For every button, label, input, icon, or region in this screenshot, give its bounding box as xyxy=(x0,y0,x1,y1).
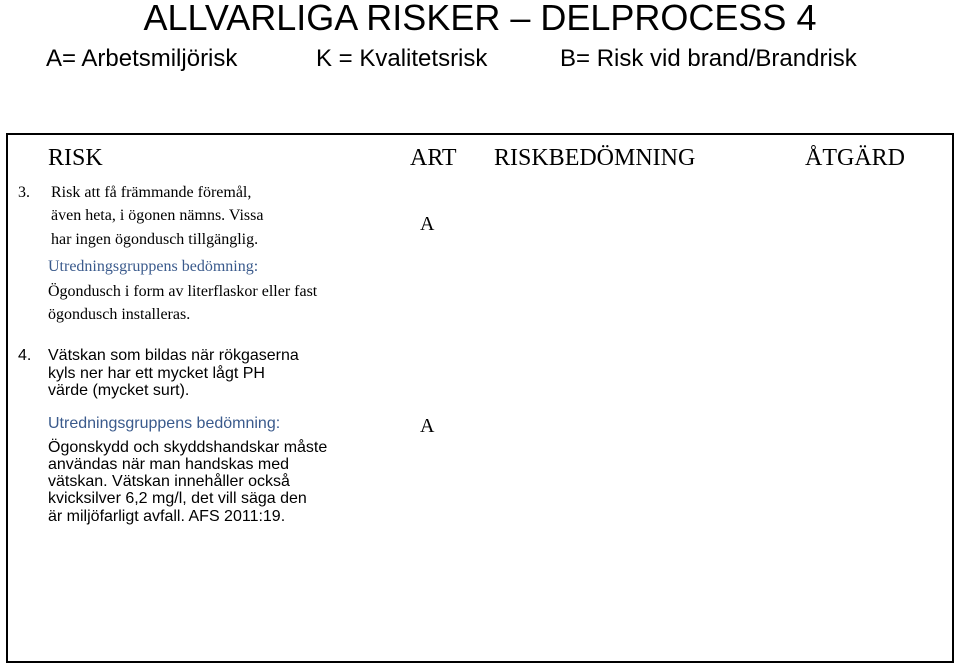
legend-kvalitetsrisk: K = Kvalitetsrisk xyxy=(316,45,488,72)
risk-4-number: 4. xyxy=(18,347,32,364)
risk-4-assessment-line-4: kvicksilver 6,2 mg/l, det vill säga den xyxy=(48,490,307,507)
risk-4-assessment-line-2: användas när man handskas med xyxy=(48,456,290,473)
legend-arbetsmiljorisk: A= Arbetsmiljörisk xyxy=(46,45,238,72)
risk-4-assessment-line-5: är miljöfarligt avfall. AFS 2011:19. xyxy=(48,508,286,525)
risk-3-assessment-label: Utredningsgruppens bedömning: xyxy=(48,258,259,275)
risk-4-art: A xyxy=(420,415,435,437)
risk-4-text-line-2: kyls ner har ett mycket lågt PH xyxy=(48,365,265,382)
page-title: ALLVARLIGA RISKER – DELPROCESS 4 xyxy=(143,0,817,38)
risk-3-assessment-line-1: Ögondusch i form av literflaskor eller fast xyxy=(48,283,318,300)
risk-4-text-line-3: värde (mycket surt). xyxy=(48,382,190,399)
column-header-art: ART xyxy=(410,145,457,171)
column-header-risk: RISK xyxy=(48,145,103,171)
column-header-riskbedomning: RISKBEDÖMNING xyxy=(494,145,696,171)
risk-3-text-line-1: Risk att få främmande föremål, xyxy=(51,184,252,201)
risk-4-assessment-line-1: Ögonskydd och skyddshandskar måste xyxy=(48,439,328,456)
legend-brandrisk: B= Risk vid brand/Brandrisk xyxy=(560,45,857,72)
risk-3-assessment-line-2: ögondusch installeras. xyxy=(48,306,191,323)
column-header-atgard: ÅTGÄRD xyxy=(805,145,905,171)
risk-4-assessment-line-3: vätskan. Vätskan innehåller också xyxy=(48,473,290,490)
risk-4-text-line-1: Vätskan som bildas när rökgaserna xyxy=(48,347,299,364)
risk-3-art: A xyxy=(420,213,435,235)
risk-3-number: 3. xyxy=(18,184,30,201)
risk-3-text-line-3: har ingen ögondusch tillgänglig. xyxy=(51,231,259,248)
risk-3-text-line-2: även heta, i ögonen nämns. Vissa xyxy=(51,207,264,224)
risk-4-assessment-label: Utredningsgruppens bedömning: xyxy=(48,415,281,432)
